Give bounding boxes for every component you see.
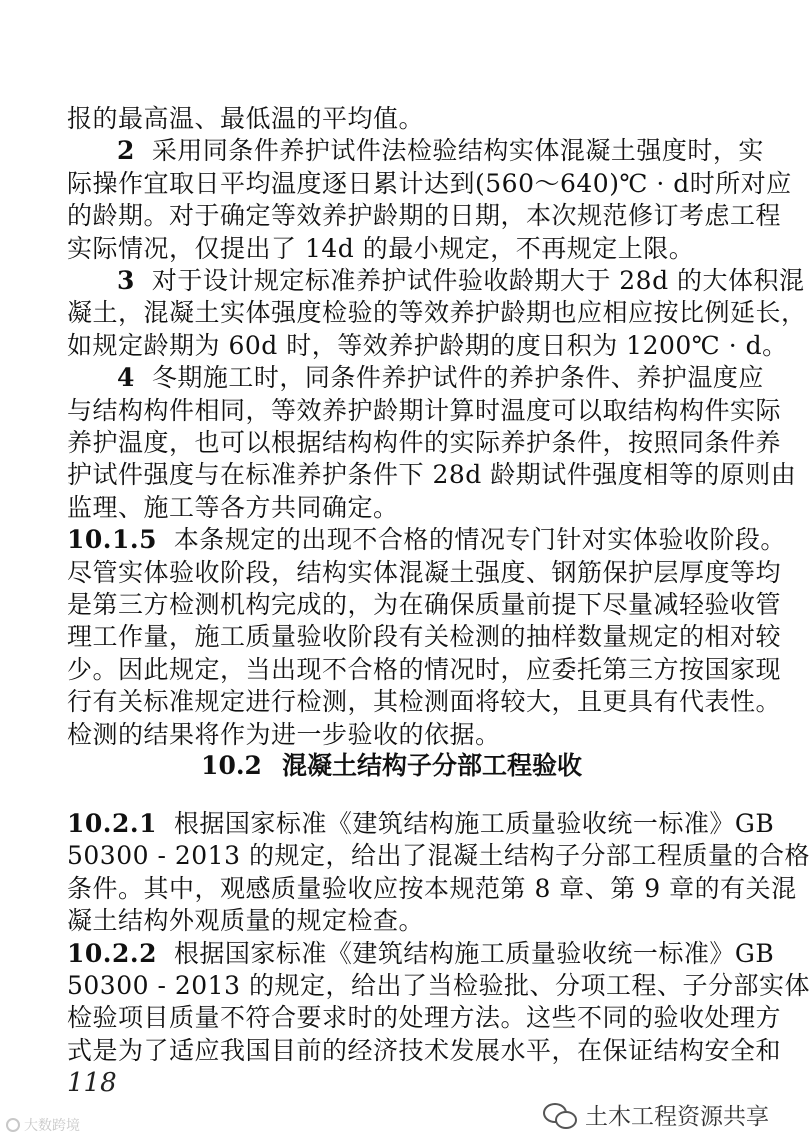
text-line: 凝土，混凝土实体强度检验的等效养护龄期也应相应按比例延长， xyxy=(67,298,807,327)
text-line: 理工作量，施工质量验收阶段有关检测的抽样数量规定的相对较 xyxy=(67,622,782,651)
text-line: 的龄期。对于确定等效养护龄期的日期，本次规范修订考虑工程 xyxy=(67,201,782,230)
text-line: 是第三方检测机构完成的，为在确保质量前提下尽量减轻验收管 xyxy=(67,590,782,619)
text-line: 与结构构件相同，等效养护龄期计算时温度可以取结构构件实际 xyxy=(67,396,782,425)
watermark-left xyxy=(6,1115,80,1135)
item-number: 4 xyxy=(117,363,135,392)
clause-number: 10.2.1 xyxy=(67,809,157,838)
clause-number: 10.2.2 xyxy=(67,939,157,968)
text-line: 际操作宜取日平均温度逐日累计达到(560～640)℃ · d时所对应 xyxy=(67,169,792,198)
text-line: 监理、施工等各方共同确定。 xyxy=(67,493,399,522)
text-line: 10.2.2 根据国家标准《建筑结构施工质量验收统一标准》GB xyxy=(67,939,775,968)
watermark-right-text: 土木工程资源共享 xyxy=(585,1104,769,1130)
text-line xyxy=(67,1000,782,1036)
watermark-logo-icon xyxy=(6,1118,20,1132)
page-number: 118 xyxy=(67,1068,117,1098)
section-title: 混凝土结构子分部工程验收 xyxy=(281,751,582,780)
item-number: 3 xyxy=(117,266,135,295)
text-line: 条件。其中，观感质量验收应按本规范第 8 章、第 9 章的有关混 xyxy=(67,874,797,903)
text-line-content: 少。因此规定，当出现不合格的情况时，应委托第三方按国家现 xyxy=(67,655,782,684)
text-line: 护试件强度与在标准养护条件下 28d 龄期试件强度相等的原则由 xyxy=(67,460,797,489)
watermark-right xyxy=(543,1098,769,1131)
text-line xyxy=(67,652,782,688)
text-line: 2 采用同条件养护试件法检验结构实体混凝土强度时，实 xyxy=(117,136,764,165)
text-line-content: 检测的结果将作为进一步验收的依据。 xyxy=(67,720,501,749)
text-line: 如规定龄期为 60d 时，等效养护龄期的度日积为 1200℃ · d。 xyxy=(67,331,788,360)
text-line: 报的最高温、最低温的平均值。 xyxy=(67,104,425,133)
text-line: 4 冬期施工时，同条件养护试件的养护条件、养护温度应 xyxy=(117,363,764,392)
text-line: 10.2.1 根据国家标准《建筑结构施工质量验收统一标准》GB xyxy=(67,809,775,838)
text-line: 10.1.5 本条规定的出现不合格的情况专门针对实体验收阶段。 xyxy=(67,525,786,554)
watermark-left-text: 大数跨境 xyxy=(24,1118,80,1134)
text-line: 3 对于设计规定标准养护试件验收龄期大于 28d 的大体积混 xyxy=(117,266,805,295)
section-number: 10.2 xyxy=(201,751,262,780)
section-heading xyxy=(0,748,783,784)
item-number: 2 xyxy=(117,136,135,165)
text-line: 养护温度，也可以根据结构构件的实际养护条件，按照同条件养 xyxy=(67,428,782,457)
text-line: 实际情况，仅提出了 14d 的最小规定，不再规定上限。 xyxy=(67,234,695,263)
text-line: 尽管实体验收阶段，结构实体混凝土强度、钢筋保护层厚度等均 xyxy=(67,558,782,587)
text-line: 凝土结构外观质量的规定检查。 xyxy=(67,906,425,935)
text-line xyxy=(67,717,712,753)
text-line xyxy=(67,684,782,720)
text-line-content: 式是为了适应我国目前的经济技术发展水平，在保证结构安全和 xyxy=(67,1036,782,1065)
text-line xyxy=(67,1033,782,1069)
text-line: 50300 - 2013 的规定，给出了当检验批、分项工程、子分部实体 xyxy=(67,971,810,1000)
text-line-content: 行有关标准规定进行检测，其检测面将较大，且更具有代表性。 xyxy=(67,687,782,716)
text-line: 50300 - 2013 的规定，给出了混凝土结构子分部工程质量的合格 xyxy=(67,841,810,870)
clause-number: 10.1.5 xyxy=(67,525,157,554)
wechat-icon xyxy=(543,1101,577,1129)
text-line-content: 检验项目质量不符合要求时的处理方法。这些不同的验收处理方 xyxy=(67,1003,782,1032)
